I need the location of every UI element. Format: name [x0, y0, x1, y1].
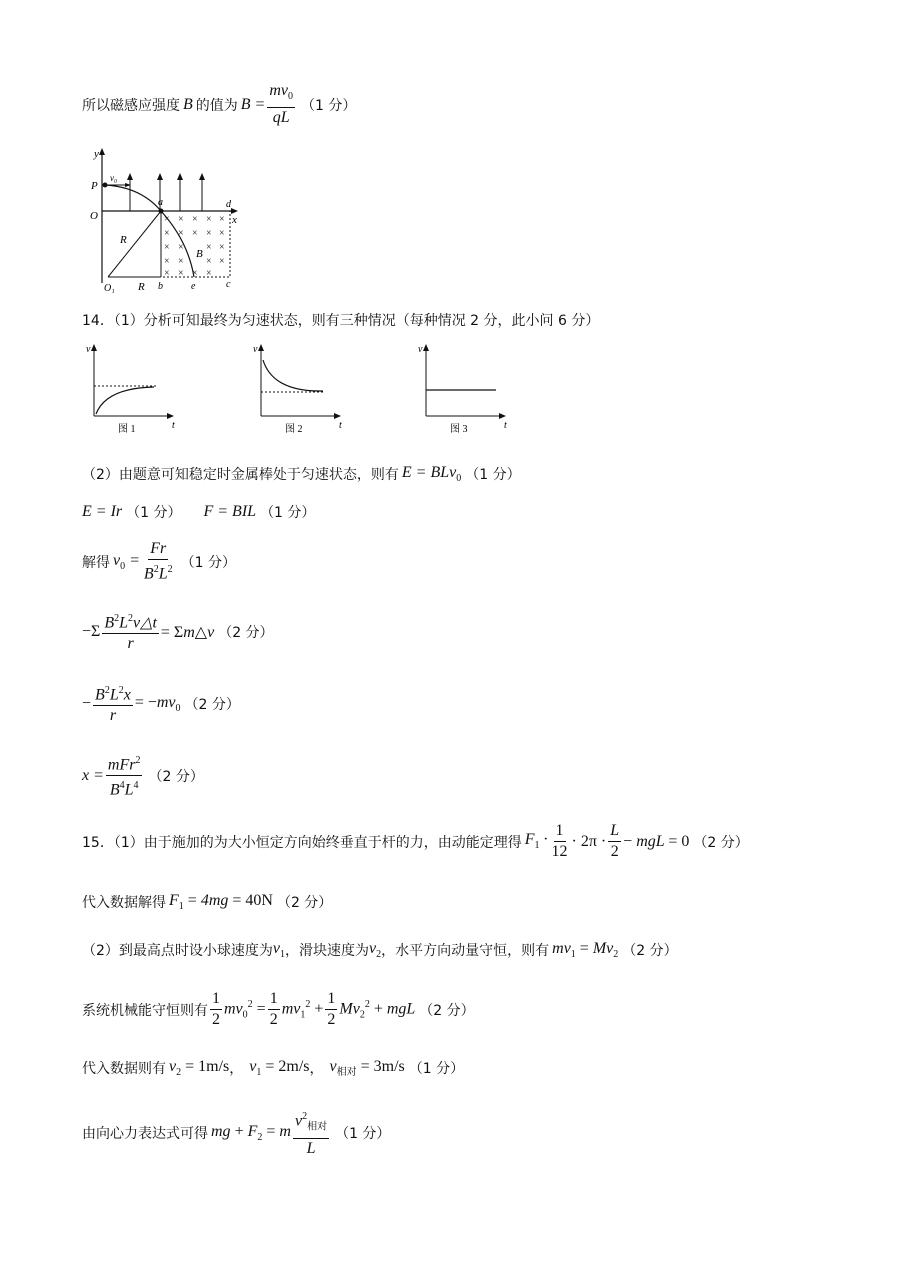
rel-subscript: 相对: [336, 1067, 357, 1079]
q15-f1-result: [82, 892, 332, 912]
svg-text:×: ×: [206, 214, 212, 225]
q15-part2: [82, 940, 678, 960]
points-label: （1 分）: [126, 505, 182, 521]
q15-energy-line: [82, 990, 475, 1029]
displacement-fraction: $\frac{B^2L^2x}{r}$: [93, 682, 133, 725]
displacement-rhs: = $-mv_0$: [134, 693, 181, 714]
energy-term-2: $mv_1^2$ +: [281, 998, 324, 1021]
svg-text:×: ×: [219, 228, 225, 239]
svg-text:×: ×: [206, 256, 212, 267]
subst2-text: 代入数据则有: [82, 1061, 166, 1078]
energy-text: 系统机械能守恒则有: [82, 1002, 208, 1019]
vt-graph-3: [416, 342, 516, 434]
points-label: （1 分）: [180, 554, 236, 571]
momentum-sum-fraction: $\frac{B^2L^2v\triangle t}{r}$: [102, 610, 159, 653]
origin-label: O: [90, 210, 98, 222]
q15-part1: [82, 822, 749, 861]
v1-value: $v_1 = 2m/s$: [249, 1058, 310, 1079]
graph3-caption: 图 3: [450, 424, 468, 434]
svg-text:×: ×: [178, 256, 184, 267]
center-o1-label: O₁: [104, 283, 115, 294]
radius-label-1: R: [120, 234, 127, 246]
points-label: （1 分）: [335, 1125, 391, 1142]
energy-term-1: $mv_0^2$ =: [224, 998, 266, 1021]
points-label: （2 分）: [276, 895, 333, 912]
q14-x-result-line: [82, 752, 204, 800]
q15-part2a-text: （2）到最高点时设小球速度为: [82, 943, 273, 960]
point-c-label: c: [226, 279, 231, 290]
point-a-label: a: [158, 197, 163, 208]
emf-equation: E = BLv$_0$: [401, 464, 462, 485]
svg-text:×: ×: [178, 228, 184, 239]
v0-label: v₀: [110, 173, 118, 183]
svg-text:×: ×: [192, 268, 198, 279]
q14-momentum-sum-line: [82, 610, 274, 653]
svg-text:×: ×: [192, 214, 198, 225]
centripetal-text: 由向心力表达式可得: [82, 1125, 208, 1142]
graph1-caption: 图 1: [118, 424, 136, 434]
svg-text:×: ×: [178, 242, 184, 253]
magnetic-field-figure: [86, 145, 256, 295]
q15-centripetal-line: [82, 1108, 390, 1158]
svg-text:×: ×: [219, 242, 225, 253]
q15-part2c-text: ，水平方向动量守恒，则有: [381, 943, 550, 960]
force-equation: F = BIL: [203, 503, 257, 520]
points-label: （1 分）: [260, 505, 316, 521]
work-eq-twelfth: $\frac{1}{12}$: [551, 822, 568, 860]
svg-text:×: ×: [219, 256, 225, 267]
b-value-line: [82, 82, 356, 127]
point-b-label: b: [158, 281, 163, 292]
work-eq-rest: − mgL = 0: [623, 832, 690, 850]
points-label: （2 分）: [622, 943, 678, 960]
points-label: （2 分）: [693, 834, 749, 851]
points-label: （2 分）: [218, 624, 274, 641]
centripetal-lhs: mg + $F_2 = m$: [211, 1122, 291, 1143]
svg-text:×: ×: [219, 214, 225, 225]
radius-label-2: R: [138, 281, 145, 293]
subst1-text: 代入数据解得: [82, 895, 166, 912]
b-equation: B =: [240, 95, 266, 113]
rel-subscript: 相对: [307, 1121, 328, 1133]
work-eq-f1: $F_1$ ·: [524, 831, 548, 852]
svg-text:×: ×: [206, 268, 212, 279]
vt-graph-1: [84, 342, 184, 434]
points-label: （1 分）: [408, 1061, 465, 1078]
centripetal-fraction: $\frac{v^2_{相对}}{L}$: [293, 1108, 329, 1158]
graph2-v-label: v: [253, 344, 258, 355]
f1-result-eq: $F_1 = 4mg = 40N$: [169, 892, 273, 913]
graph2-t-label: t: [339, 420, 342, 431]
svg-text:×: ×: [178, 214, 184, 225]
b-symbol: B: [183, 95, 193, 113]
points-label: （1 分）: [301, 97, 357, 114]
energy-half-2: $\frac{1}{2}$: [269, 990, 278, 1028]
v2-symbol: $v_2$: [369, 940, 382, 961]
svg-text:×: ×: [164, 256, 170, 267]
energy-half-1: $\frac{1}{2}$: [212, 990, 220, 1028]
momentum-sum-rhs: = Σm△v: [160, 623, 215, 641]
svg-text:×: ×: [164, 268, 170, 279]
q14-part2: [82, 464, 521, 484]
q14-part2-text: （2）由题意可知稳定时金属棒处于匀速状态，则有: [82, 467, 399, 484]
svg-text:×: ×: [178, 268, 184, 279]
momentum-eq: $mv_1 = Mv_2$: [552, 940, 619, 961]
point-e-label: e: [191, 281, 196, 292]
work-eq-2pi: · 2π ·: [571, 832, 607, 850]
q15-velocities-line: [82, 1058, 464, 1078]
q14-part1-text: 14．（1）分析可知最终为匀速状态，则有三种情况（每种情况 2 分，此小问 6 分）: [82, 313, 600, 329]
points-label: （1 分）: [465, 467, 521, 484]
points-label: （2 分）: [148, 768, 204, 785]
q14-solve-line: [82, 540, 236, 583]
v2-value: $v_2 = 1m/s$: [169, 1058, 230, 1079]
ohm-equation: E = Ir: [82, 503, 123, 520]
q14-ohm-force-line: [82, 502, 315, 522]
graph1-t-label: t: [172, 420, 175, 431]
v0-fraction: $\frac{Fr}{B^2L^2}$: [143, 540, 173, 583]
separator: ，: [229, 1061, 244, 1078]
b-value-text: 所以磁感应强度: [82, 97, 180, 114]
v0-symbol: $v_0$ =: [113, 551, 140, 572]
svg-text:×: ×: [164, 214, 170, 225]
svg-text:×: ×: [164, 228, 170, 239]
v1-symbol: $v_1$: [272, 940, 286, 961]
point-p-label: P: [91, 180, 98, 192]
q14-displacement-eq-line: [82, 682, 240, 725]
x-fraction: $\frac{mFr^2}{B^4L^4}$: [106, 752, 143, 800]
q14-part1: [82, 310, 599, 330]
energy-half-3: $\frac{1}{2}$: [327, 990, 336, 1028]
momentum-sum-lhs: −Σ: [82, 622, 101, 640]
x-symbol: x =: [82, 766, 104, 784]
separator: ，: [309, 1061, 324, 1078]
work-eq-half-l: $\frac{L}{2}$: [610, 822, 620, 860]
x-axis-label: x: [232, 214, 237, 226]
graph3-v-label: v: [418, 344, 423, 355]
y-axis-label: y: [94, 148, 99, 160]
b-fraction: $\frac{mv_0}{qL}$: [269, 82, 294, 127]
field-b-label: B: [196, 248, 203, 260]
graph3-t-label: t: [504, 420, 507, 431]
graph1-v-label: v: [86, 344, 91, 355]
q15-part2b-text: ，滑块速度为: [285, 943, 370, 960]
point-d-label: d: [226, 199, 231, 210]
points-label: （2 分）: [184, 696, 240, 713]
graph2-caption: 图 2: [285, 424, 303, 434]
minus-sign: −: [82, 694, 92, 712]
b-value-mid: 的值为: [195, 97, 238, 114]
energy-term-3: $Mv_2^2$ + mgL: [339, 998, 416, 1021]
svg-text:×: ×: [192, 228, 198, 239]
svg-text:×: ×: [206, 242, 212, 253]
svg-text:×: ×: [164, 242, 170, 253]
solve-text: 解得: [82, 554, 110, 571]
svg-text:×: ×: [206, 228, 212, 239]
vt-graph-2: [251, 342, 351, 434]
points-label: （2 分）: [419, 1002, 475, 1019]
vrel-value: $v_{相对} = 3m/s$: [329, 1058, 405, 1079]
q15-part1-text: 15．（1）由于施加的为大小恒定方向始终垂直于杆的力，由动能定理得: [82, 834, 522, 851]
